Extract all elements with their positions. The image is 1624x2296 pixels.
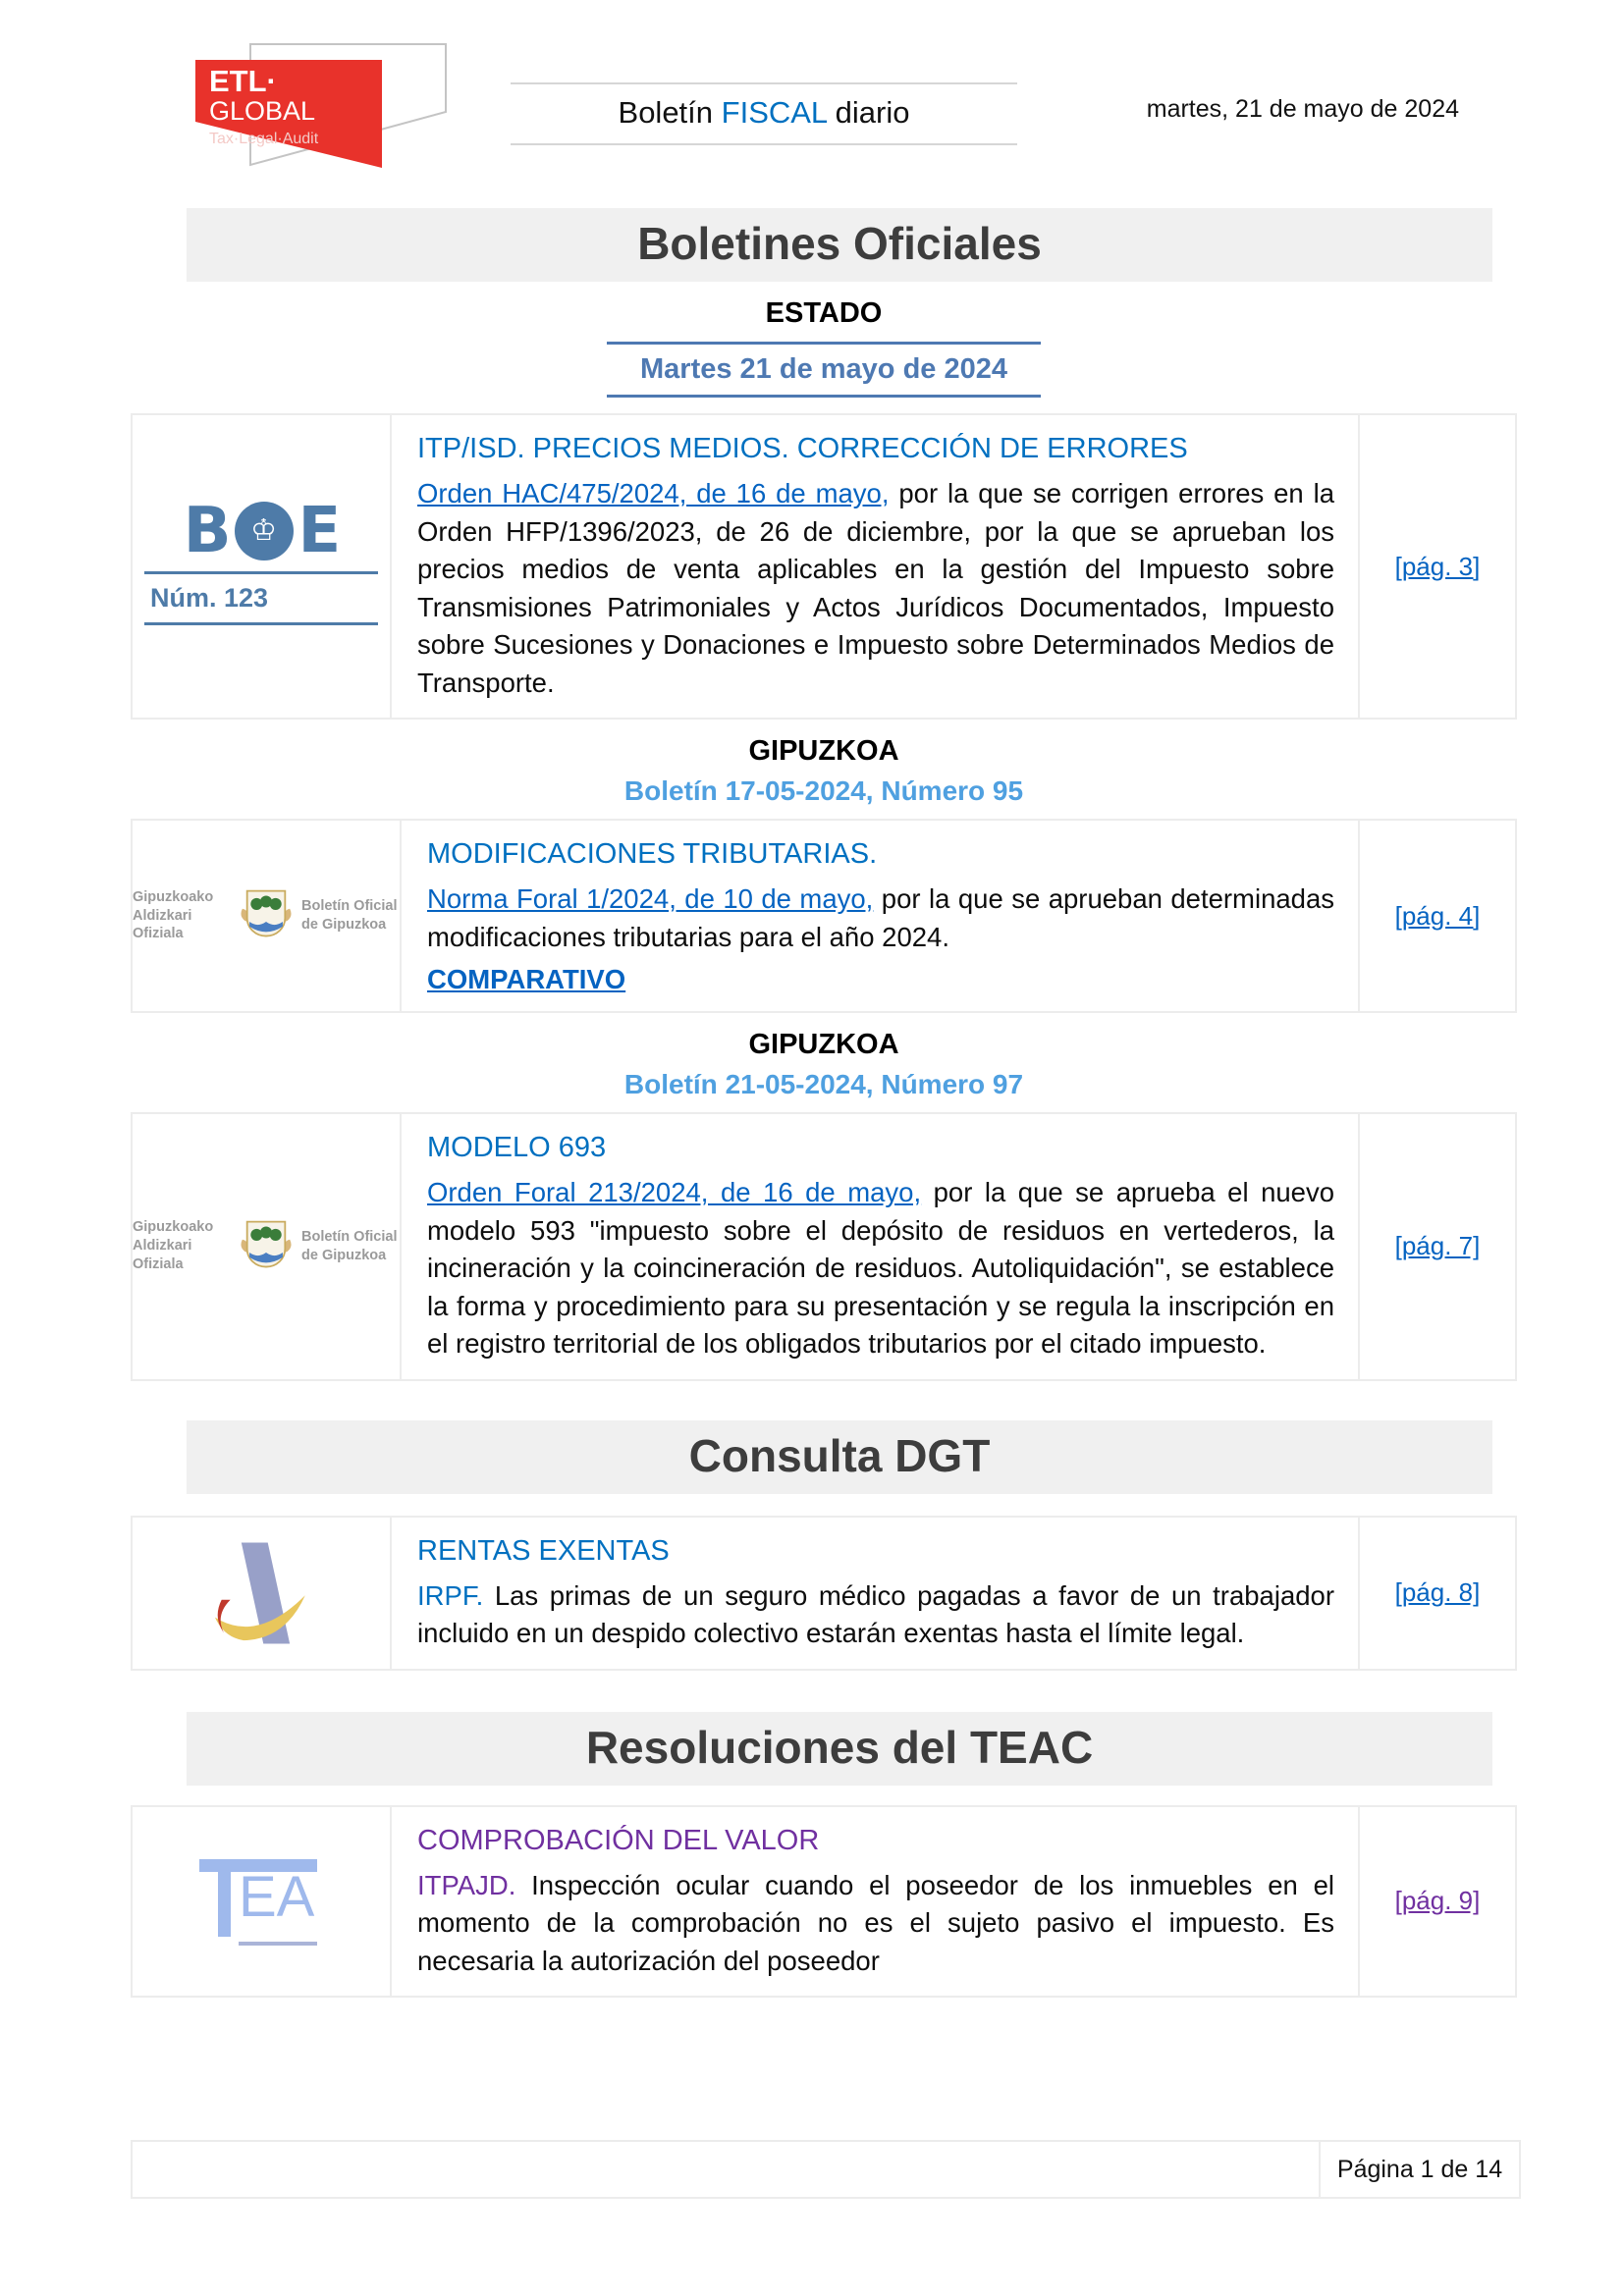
boe-logo-icon: [144, 494, 378, 634]
gipuzkoa-shield-icon: [240, 1218, 293, 1275]
agencia-tributaria-logo-icon: [206, 1538, 316, 1648]
page-number: Página 1 de 14: [1336, 2155, 1503, 2183]
boe-letters: [144, 494, 378, 567]
comparativo-link[interactable]: COMPARATIVO: [427, 964, 626, 994]
tea-logo-letters: EA: [239, 1864, 315, 1929]
etl-logo-text-3: Tax·Legal·Audit: [209, 131, 319, 147]
boe-card-body-text: por la que se corrigen errores en la Orden HFP/1396/2023, de 26 de diciembre, por la que se aprueban los precios medios de venta aplicables en la gestión del Impuesto sobre Transmisiones Patrimoniales y Actos Jurídicos Documentados, Impuesto sobre Sucesiones y Donaciones e Impuesto sobre Determinados Medios de Transporte.: [417, 478, 1335, 698]
dgt-card-paragraph: [417, 1577, 1334, 1653]
tea-logo-underline: [239, 1942, 317, 1946]
boe-rule-bottom: [144, 622, 378, 625]
gipuzkoa1-label: GIPUZKOA: [748, 735, 899, 767]
gipuzkoa1-subtitle: Boletín 17-05-2024, Número 95: [623, 775, 1024, 806]
boe-crest-icon: ♔: [235, 502, 294, 561]
boe-card-title: ITP/ISD. PRECIOS MEDIOS. CORRECCIÓN DE ERRORES: [417, 433, 1188, 464]
boe-order-link[interactable]: Orden HAC/475/2024, de 16 de mayo,: [417, 478, 890, 508]
card-gipuzkoa-2: [131, 1112, 1517, 1381]
gipuzkoa-boletin-logo-icon: [133, 887, 400, 944]
boe-logo-cell: [133, 415, 392, 718]
card-gipuzkoa-1: [131, 819, 1517, 1013]
gipuzkoa2-card-paragraph: [427, 1174, 1334, 1363]
gipuzkoa2-label: GIPUZKOA: [748, 1029, 899, 1060]
boe-page-ref-link[interactable]: [pág. 3]: [1394, 551, 1481, 581]
boe-letter-b: B: [183, 494, 230, 567]
boe-page-ref-cell: [1358, 415, 1515, 718]
gipuzkoa2-logo-cell: [133, 1114, 402, 1379]
section-title-boletines-oficiales: Boletines Oficiales: [187, 208, 1492, 282]
dgt-card-title: RENTAS EXENTAS: [417, 1534, 670, 1567]
estado-datebar: Martes 21 de mayo de 2024: [607, 342, 1041, 398]
boe-card-text: [392, 415, 1358, 718]
gipuzkoa-shield-icon: [240, 887, 293, 944]
teac-card-paragraph: [417, 1867, 1334, 1981]
gipuzkoa-logo-text-left: Gipuzkoako Aldizkari Ofiziala: [133, 1219, 214, 1273]
gipuzkoa2-card-title: MODELO 693: [427, 1132, 607, 1163]
boe-card-paragraph: [417, 475, 1334, 702]
gipuzkoa1-card-text: [402, 821, 1358, 1011]
header-date: martes, 21 de mayo de 2024: [1146, 95, 1459, 123]
tea-logo-icon: [199, 1853, 323, 1949]
gipuzkoa1-norma-link[interactable]: Norma Foral 1/2024, de 10 de mayo,: [427, 883, 874, 914]
gipuzkoa1-page-ref-link[interactable]: [pág. 4]: [1394, 900, 1481, 931]
footer-empty-cell: [133, 2142, 1321, 2197]
masthead-pre: Boletín: [618, 95, 722, 130]
gipuzkoa1-card-title: MODIFICACIONES TRIBUTARIAS.: [427, 838, 878, 870]
page-body: [131, 208, 1517, 1998]
dgt-logo-cell: [133, 1518, 392, 1669]
teac-card-title: COMPROBACIÓN DEL VALOR: [417, 1824, 820, 1856]
teac-card-text: [392, 1807, 1358, 1997]
teac-page-ref-cell: [1358, 1807, 1515, 1997]
gipuzkoa2-page-ref-cell: [1358, 1114, 1515, 1379]
gipuzkoa1-card-paragraph: [427, 881, 1334, 956]
gipuzkoa2-orden-link[interactable]: Orden Foral 213/2024, de 16 de mayo,: [427, 1177, 922, 1207]
dgt-page-ref-cell: [1358, 1518, 1515, 1669]
card-boe: [131, 413, 1517, 720]
card-dgt: [131, 1516, 1517, 1671]
gipuzkoa1-card-body-text: por la que se aprueban determinadas modificaciones tributarias para el año 2024.: [427, 883, 1334, 952]
masthead-post: diario: [827, 95, 910, 130]
section-title-resoluciones-teac: Resoluciones del TEAC: [187, 1712, 1492, 1786]
teac-card-body-text: Inspección ocular cuando el poseedor de los inmuebles en el momento de la comprobación no es el sujeto pasivo el impuesto. Es necesaria la autorización del poseedor: [417, 1869, 1334, 1976]
tea-logo-stem: [218, 1872, 231, 1937]
teac-page-ref-link[interactable]: [pág. 9]: [1394, 1886, 1481, 1916]
gipuzkoa2-card-text: [402, 1114, 1358, 1379]
estado-label: ESTADO: [765, 297, 883, 329]
etl-logo-text-2: GLOBAL: [209, 96, 316, 126]
page-header: [0, 0, 1624, 208]
gipuzkoa2-card-body-text: por la que se aprueba el nuevo modelo 593 "impuesto sobre el depósito de residuos en vertederos, la incineración y la coincineración de residuos. Autoliquidación", se establece la forma y procedimiento para su presentación y se regula la inscripción en el registro territorial de los obligados tributarios por el citado impuesto.: [427, 1177, 1334, 1359]
gipuzkoa1-logo-cell: [133, 821, 402, 1011]
masthead-title: [511, 82, 1017, 145]
dgt-card-text: [392, 1518, 1358, 1669]
gipuzkoa2-subtitle: Boletín 21-05-2024, Número 97: [623, 1069, 1024, 1099]
etl-logo-text-1: ETL·: [209, 64, 277, 98]
dgt-lead: IRPF.: [417, 1579, 484, 1611]
section-title-consulta-dgt: Consulta DGT: [187, 1420, 1492, 1494]
gipuzkoa2-page-ref-link[interactable]: [pág. 7]: [1394, 1231, 1481, 1261]
dgt-card-body-text: Las primas de un seguro médico pagadas a favor de un trabajador incluido en un despido colectivo estarán exentas hasta el límite legal.: [417, 1579, 1334, 1648]
masthead-accent: FISCAL: [721, 95, 828, 130]
page-footer: [131, 2140, 1521, 2199]
gipuzkoa-logo-text-right: Boletín Oficial de Gipuzkoa: [301, 898, 398, 933]
gipuzkoa-logo-text-left: Gipuzkoako Aldizkari Ofiziala: [133, 888, 214, 942]
card-teac: [131, 1805, 1517, 1999]
boe-rule-top: [144, 571, 378, 574]
teac-logo-cell: [133, 1807, 392, 1997]
gipuzkoa1-page-ref-cell: [1358, 821, 1515, 1011]
etl-global-logo-icon: [160, 39, 466, 208]
teac-lead: ITPAJD.: [417, 1869, 516, 1900]
gipuzkoa-boletin-logo-icon: [133, 1218, 400, 1275]
gipuzkoa-logo-text-right: Boletín Oficial de Gipuzkoa: [301, 1228, 398, 1263]
boe-letter-e: E: [298, 494, 340, 567]
dgt-page-ref-link[interactable]: [pág. 8]: [1394, 1577, 1481, 1607]
boe-number: Núm. 123: [150, 582, 269, 613]
